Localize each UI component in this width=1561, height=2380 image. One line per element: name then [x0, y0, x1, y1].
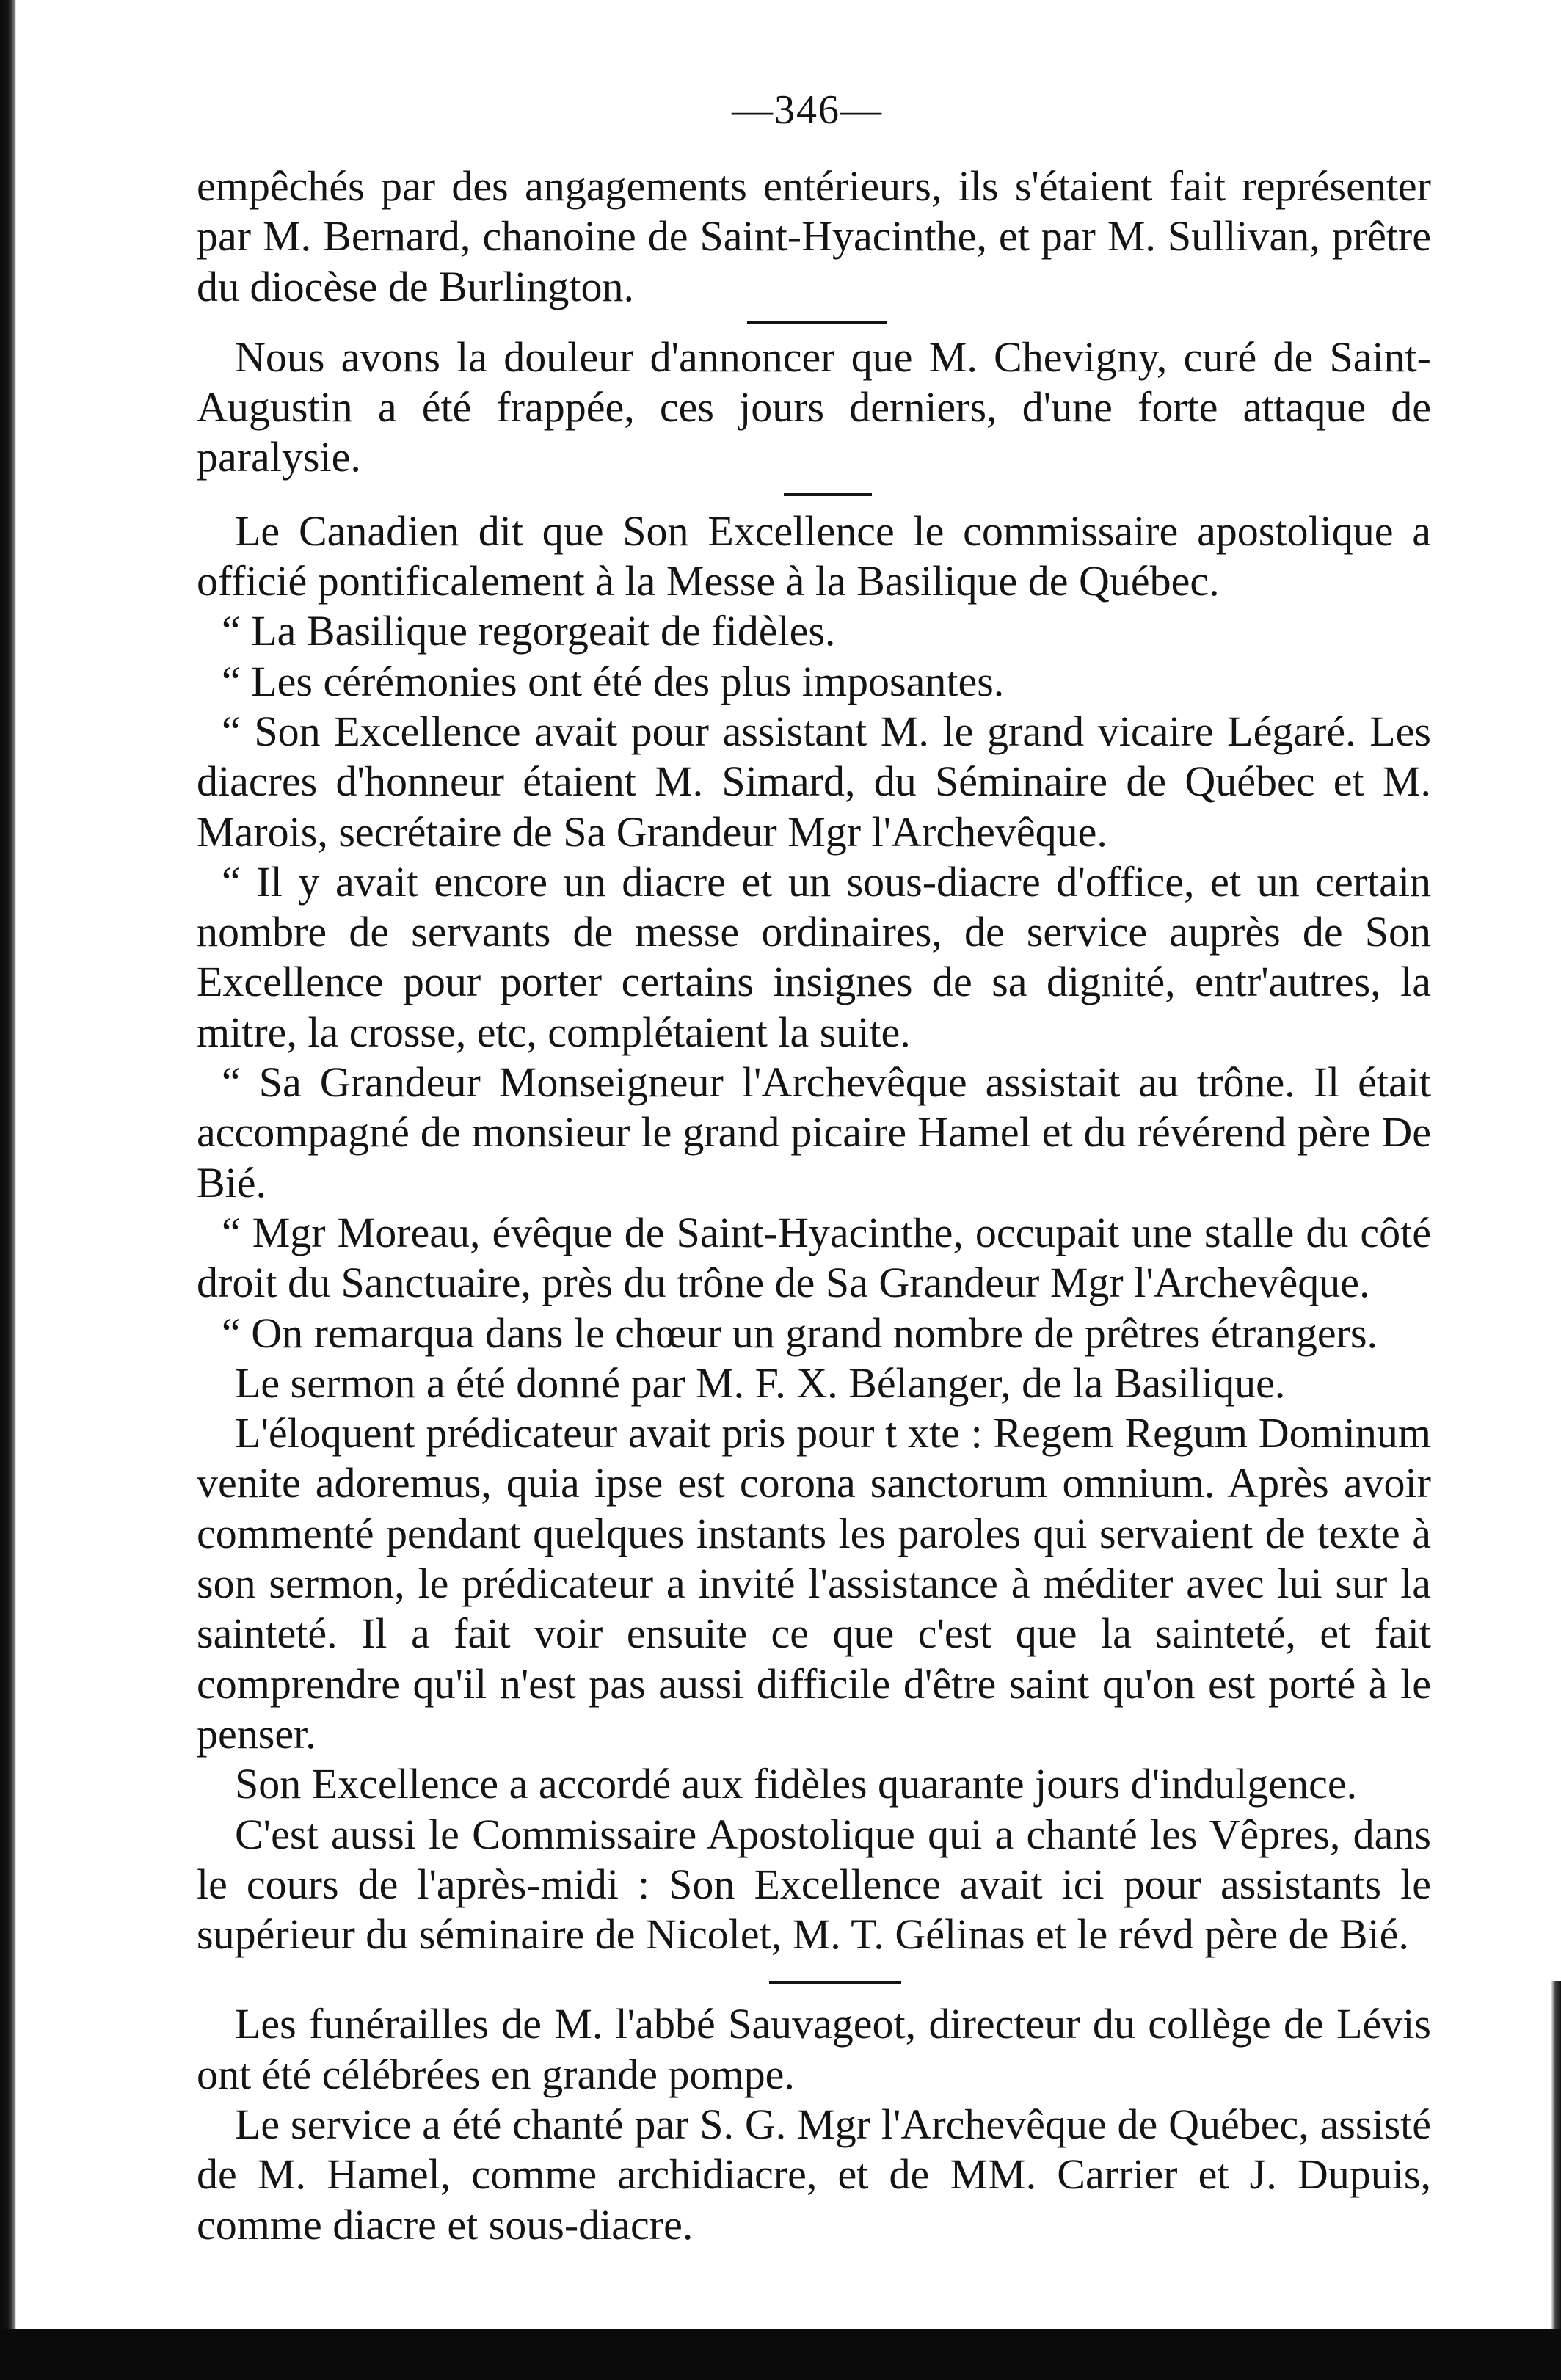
quote-paragraph: “ Mgr Moreau, évêque de Saint-Hyacinthe, occupait une stalle du côté droit du Sanctuaire, près du trône de Sa Grandeur Mgr l'Archevêque.	[197, 1208, 1431, 1307]
page-body	[197, 161, 1431, 2250]
paragraph: L'éloquent prédicateur avait pris pour t xte : Regem Regum Dominum venite adoremus, quia ipse est corona sanctorum omnium. Après avoir commenté pendant quelques instants les paroles qui servaient de texte à son sermon, le prédicateur a invité l'assistance à méditer avec lui sur la sainteté. Il a fait voir ensuite ce que c'est que la sainteté, et fait comprendre qu'il n'est pas aussi difficile d'être saint qu'on est porté à le penser.	[197, 1409, 1431, 1758]
paragraph: C'est aussi le Commissaire Apostolique qui a chanté les Vêpres, dans le cours de l'après-midi : Son Excellence avait ici pour assistants le supérieur du séminaire de Nicolet, M. T. Gélinas et le révd père de Bié.	[197, 1810, 1431, 1959]
section-divider	[769, 1981, 901, 1984]
quote-line: “ La Basilique regorgeait de fidèles.	[222, 607, 836, 655]
quote-paragraph: “ Il y avait encore un diacre et un sous-diacre d'office, et un certain nombre de servants de messe ordinaires, de service auprès de Son Excellence pour porter certains insignes de sa dignité, entr'autres, la mitre, la crosse, etc, complétaient la suite.	[197, 857, 1431, 1056]
quote-line: “ Les cérémonies ont été des plus imposantes.	[222, 657, 1005, 705]
page-number: —346—	[732, 87, 883, 133]
section-divider	[747, 321, 887, 324]
quote-paragraph: “ Son Excellence avait pour assistant M. le grand vicaire Légaré. Les diacres d'honneur étaient M. Simard, du Séminaire de Québec et M. Marois, secrétaire de Sa Grandeur Mgr l'Archevêque.	[197, 707, 1431, 856]
quote-paragraph: “ On remarqua dans le chœur un grand nombre de prêtres étrangers.	[222, 1309, 1378, 1357]
paragraph: Les funérailles de M. l'abbé Sauvageot, directeur du collège de Lévis ont été célébrées en grande pompe.	[197, 2000, 1431, 2098]
quote-paragraph: “ Sa Grandeur Monseigneur l'Archevêque assistait au trône. Il était accompagné de monsieur le grand picaire Hamel et du révérend père De Bié.	[197, 1058, 1431, 1207]
binding-edge	[0, 0, 16, 2380]
paragraph: Nous avons la douleur d'annoncer que M. Chevigny, curé de Saint-Augustin a été frappée, ces jours derniers, d'une forte attaque de paralysie.	[197, 332, 1431, 481]
paragraph: Son Excellence a accordé aux fidèles quarante jours d'indulgence.	[235, 1760, 1358, 1808]
paragraph: empêchés par des angagements entérieurs, ils s'étaient fait représenter par M. Bernard, chanoine de Saint-Hyacinthe, et par M. Sullivan, prêtre du diocèse de Burlington.	[197, 162, 1431, 310]
scan-bottom-edge	[0, 2329, 1561, 2380]
paragraph: Le Canadien dit que Son Excellence le commissaire apostolique a officié pontificalement à la Messe à la Basilique de Québec.	[197, 506, 1431, 605]
right-edge-shadow	[1551, 1981, 1561, 2380]
paragraph: Le sermon a été donné par M. F. X. Bélanger, de la Basilique.	[235, 1358, 1286, 1407]
section-divider	[784, 493, 872, 496]
paragraph: Le service a été chanté par S. G. Mgr l'Archevêque de Québec, assisté de M. Hamel, comme archidiacre, et de MM. Carrier et J. Dupuis, comme diacre et sous-diacre.	[197, 2100, 1431, 2249]
